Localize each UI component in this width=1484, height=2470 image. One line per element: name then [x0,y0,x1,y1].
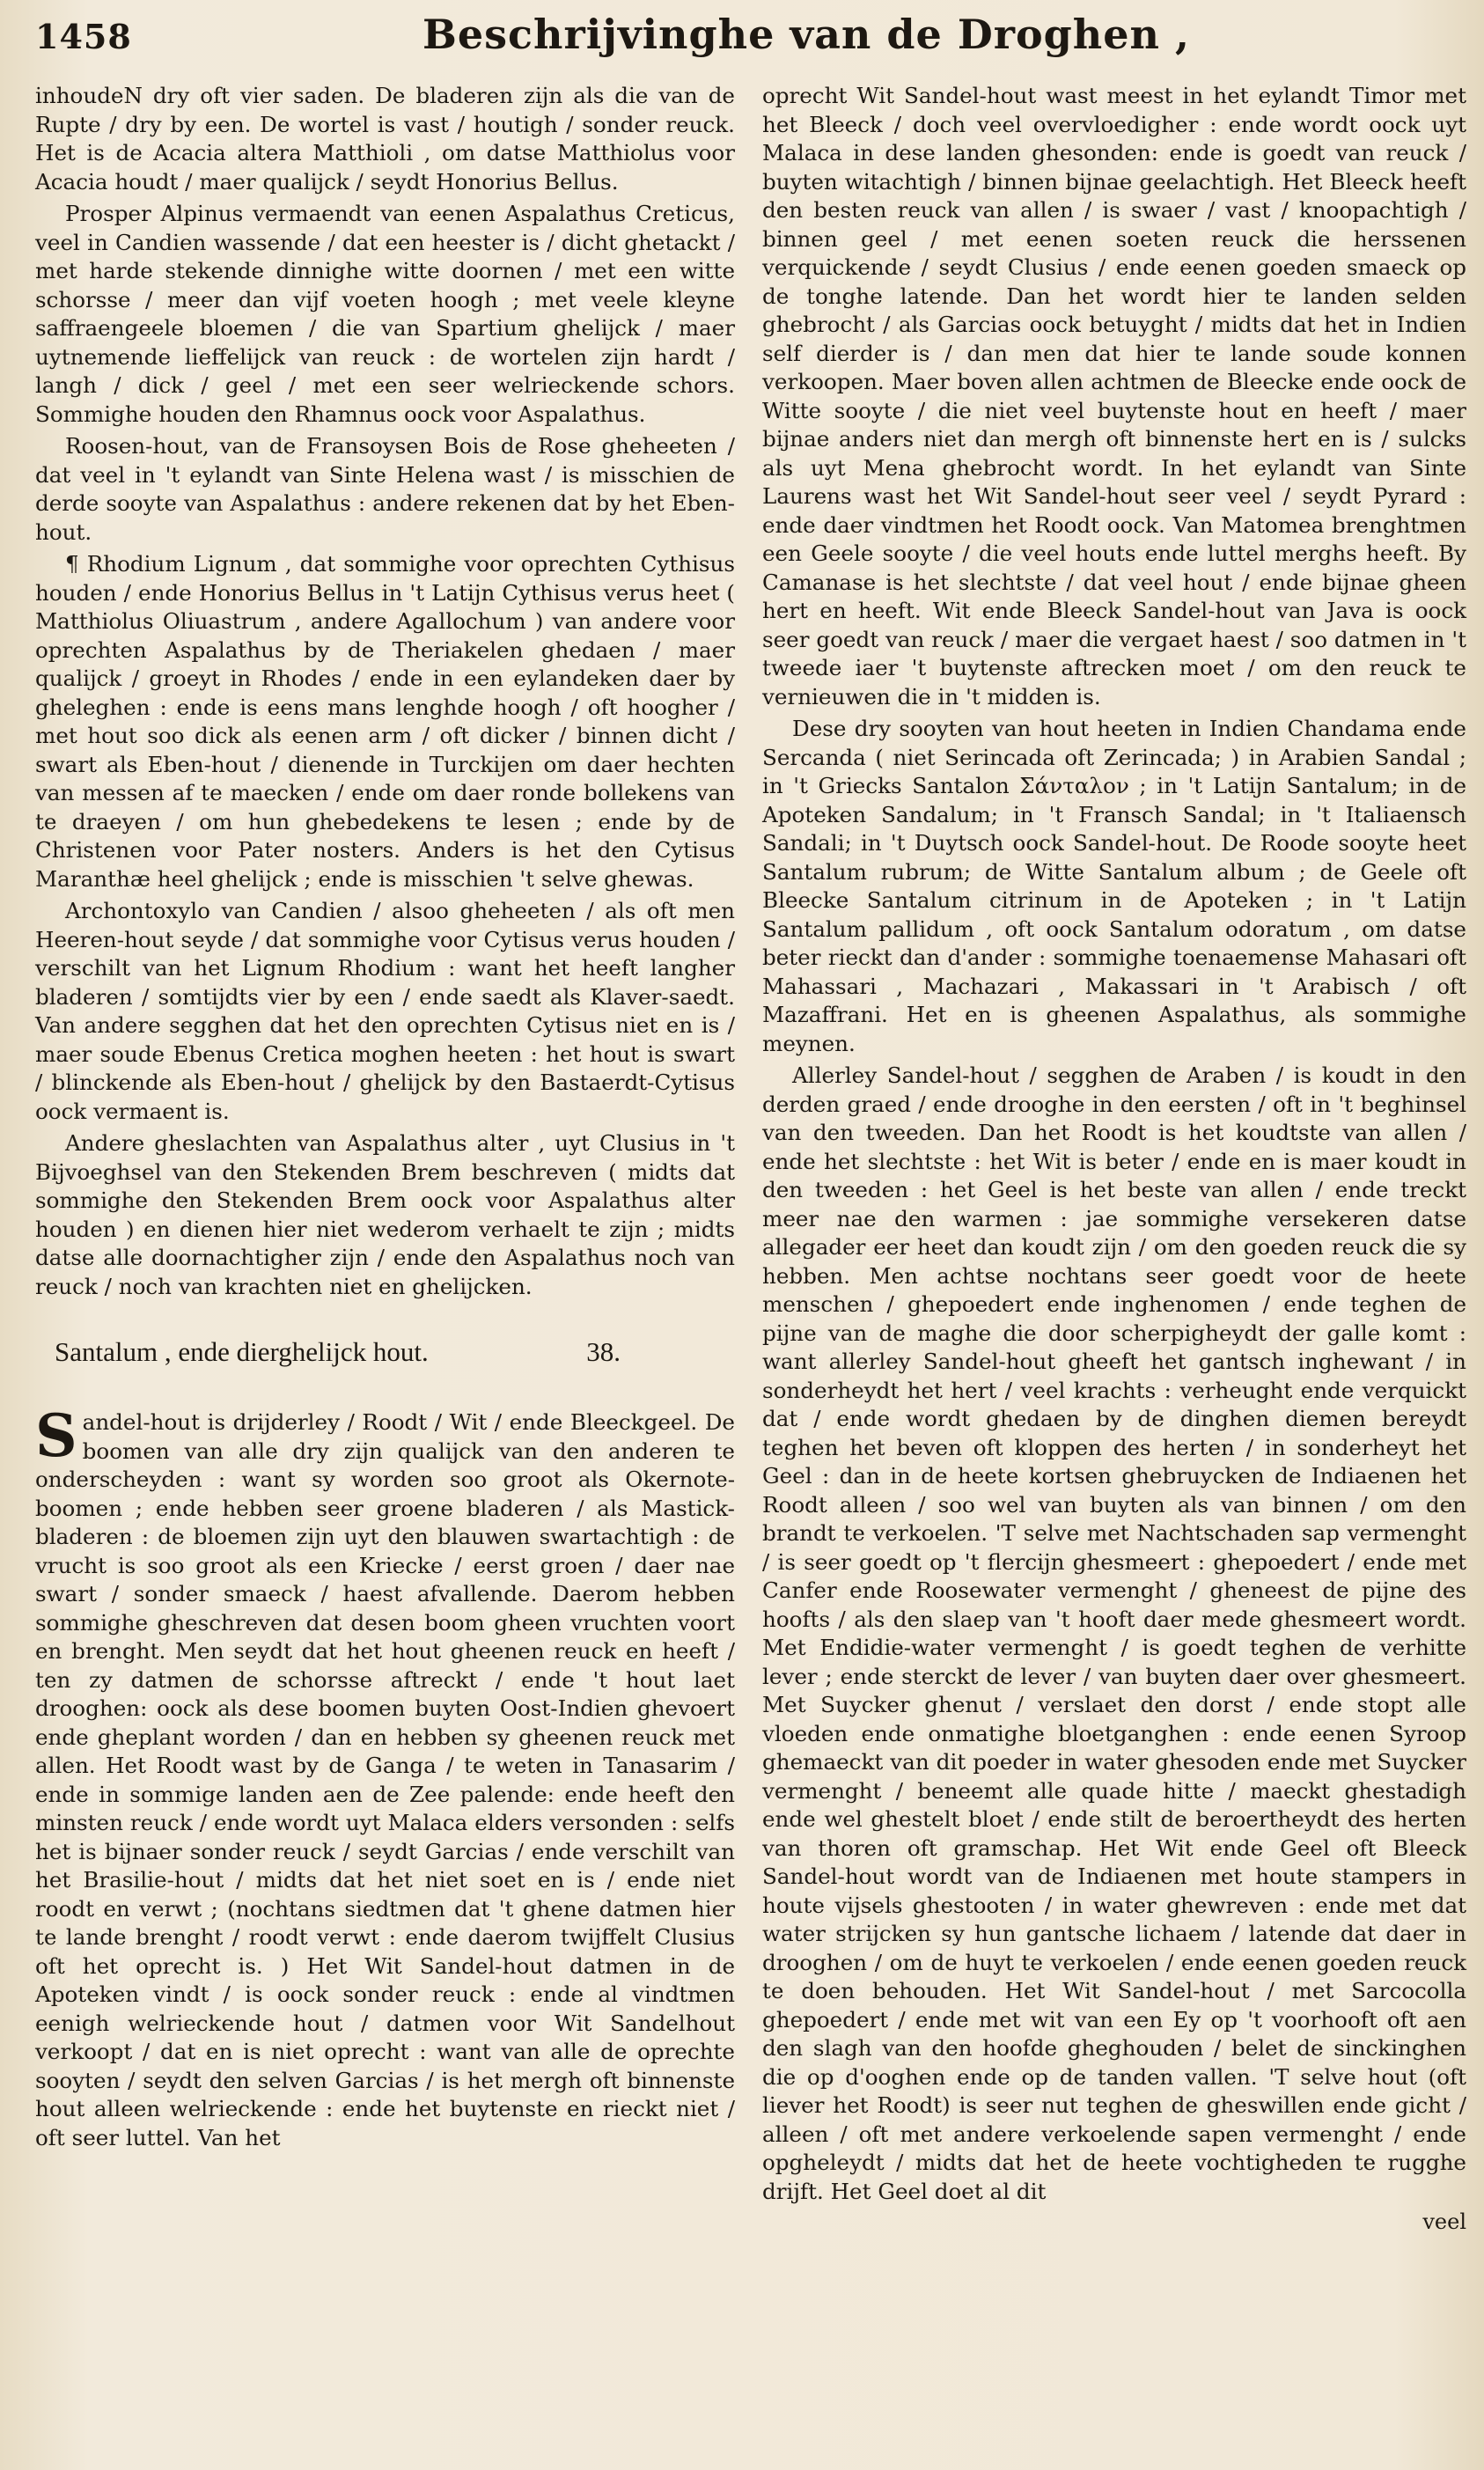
paragraph: Archontoxylo van Candien / alsoo gheheeten / als oft men Heeren-hout seyde / dat sommighe voor Cytisus verus houden / verschilt van het Lignum Rhodium : want het heeft langher bladeren / somtijdts vier by een / ende saedt als Klaver-saedt. Van andere segghen dat het den oprechten Cytisus niet en is / maer soude Ebenus Cretica moghen heeten : het hout is swart / blinckende als Eben-hout / ghelijck by den Bastaerdt-Cytisus oock vermaent is. [35,898,735,1124]
paragraph: Roosen-hout, van de Fransoysen Bois de Rose gheheeten / dat veel in 't eylandt van Sinte Helena wast / is misschien de derde sooyte van Aspalathus : andere rekenen dat by het Eben-hout. [35,433,735,545]
paragraph: Sandel-hout is drijderley / Roodt / Wit / ende Bleeckgeel. De boomen van alle dry zijn qualijck van den anderen te onderscheyden : want sy worden soo groot als Okernote-boomen ; ende hebben seer groene bladeren / als Mastick-bladeren : de bloemen zijn uyt den blauwen swartachtigh : de vrucht is soo groot als een Kriecke / eerst groen / daer nae swart / sonder smaeck / haest afvallende. Daerom hebben sommighe gheschreven dat desen boom gheen vruchten voort en brenght. Men seydt dat het hout gheenen reuck en heeft / ten zy datmen de schorsse aftreckt / ende 't hout laet drooghen: oock als dese boomen buyten Oost-Indien ghevoert ende gheplant worden / dan en hebben sy gheenen reuck met allen. Het Roodt wast by de Ganga / te weten in Tanasarim / ende in sommige landen aen de Zee palende: ende heeft den minsten reuck / ende wordt uyt Malaca elders versonden : selfs het is bijnaer sonder reuck / seydt Garcias / ende verschilt van het Brasilie-hout / midts dat het niet soet en is / ende niet roodt en verwt ; (nochtans siedtmen dat 't ghene datmen hier te lande brenght / roodt verwt : ende daerom twijffelt Clusius oft het oprecht is. ) Het Wit Sandel-hout datmen in de Apoteken vindt / is oock sonder reuck : ende al vindtmen eenigh welrieckende hout / datmen voor Wit Sandelhout verkoopt / dat en is niet oprecht : want van alle de oprechte sooyten / seydt den selven Garcias / is het mergh oft binnenste hout alleen welrieckende : ende het buytenste en rieckt niet / oft seer luttel. Van het [35,1401,735,2150]
paragraph: ¶ Rhodium Lignum , dat sommighe voor oprechten Cythisus houden / ende Honorius Bellus in 't Latijn Cythisus verus heet ( Matthiolus Oliuastrum , andere Agallochum ) van andere voor oprechten Aspalathus by de Theriakelen ghedaen / maer qualijck / groeyt in Rhodes / ende in een eylandeken daer by gheleghen : ende is eens mans lenghde hoogh / oft hoogher / met hout soo dick als eenen arm / oft dicker / binnen dicht / swart als Eben-hout / dienende in Turckijen om daer hechten van messen af te maecken / ende om daer ronde bollekens van te draeyen / om hun ghebedekens te lesen ; ende by de Christenen voor Pater nosters. Anders is het den Cytisus Maranthæ heel ghelijck ; ende is misschien 't selve ghewas. [35,551,735,892]
paragraph: inhoudeN dry oft vier saden. De bladeren zijn als die van de Rupte / dry by een. De wortel is vast / houtigh / sonder reuck. Het is de Acacia altera Matthioli , om datse Matthiolus voor Acacia houdt / maer qualijck / seydt Honorius Bellus. [35,83,735,195]
right-column [762,82,1466,2234]
section-number: 38. [586,1336,621,1367]
paragraph: Dese dry sooyten van hout heeten in Indien Chandama ende Sercanda ( niet Serincada oft Zerincada; ) in Arabien Sandal ; in 't Griecks Santalon Σάνταλον ; in 't Latijn Santalum; in de Apoteken Sandalum; in 't Fransch Sandal; in 't Italiaensch Sandali; in 't Duytsch oock Sandel-hout. De Roode sooyte heet Santalum rubrum; de Witte Santalum album ; de Geele oft Bleecke Santalum citrinum in de Apoteken ; in 't Latijn Santalum pallidum , oft oock Santalum odoratum , om datse beter rieckt dan d'ander : sommighe toenaemense Mahasari oft Mahassari , Machazari , Makassari in 't Arabisch / oft Mazaffrani. Het en is gheenen Aspalathus, als sommighe meynen. [762,716,1466,1056]
paragraph: Prosper Alpinus vermaendt van eenen Aspalathus Creticus, veel in Candien wassende / dat een heester is / dicht ghetackt / met harde stekende dinnighe witte doornen / met een witte schorsse / meer dan vijf voeten hoogh ; met veele kleyne saffraengeele bloemen / die van Spartium ghelijck / maer uytnemende lieffelijck van reuck : de wortelen zijn hardt / langh / dick / geel / met een seer welrieckende schors. Sommighe houden den Rhamnus oock voor Aspalathus. [35,201,735,427]
paragraph: oprecht Wit Sandel-hout wast meest in het eylandt Timor met het Bleeck / doch veel overvloedigher : ende wordt oock uyt Malaca in dese landen ghesonden: ende is goedt van reuck / buyten witachtigh / binnen bijnae geelachtigh. Het Bleeck heeft den besten reuck van allen / is swaer / vast / knoopachtigh / binnen geel / met eenen soeten reuck die herssenen verquickende / seydt Clusius / ende eenen goeden smaeck op de tonghe latende. Dan het wordt hier te landen selden ghebrocht / als Garcias oock betuyght / midts dat het in Indien self dierder is / dan men dat hier te lande soude konnen verkoopen. Maer boven allen achtmen de Bleecke ende oock de Witte sooyte / die niet veel buytenste hout en heeft / maer bijnae anders niet dan mergh oft binnenste hert en is / sulcks als uyt Mena ghebrocht wordt. In het eylandt van Sinte Laurens wast het Wit Sandel-hout seer veel / seydt Pyrard : ende daer vindtmen het Roodt oock. Van Matomea brenghtmen een Geele sooyte / die veel houts ende luttel merghs heeft. By Camanase is het slechtste / dat veel hout / ende bijnae gheen hert en heeft. Wit ende Bleeck Sandel-hout van Java is oock seer goedt van reuck / maer die vergaet haest / soo datmen in 't tweede iaer 't buytenste aftrecken moet / om den reuck te vernieuwen die in 't midden is. [762,83,1466,709]
catchword: veel [1422,2209,1466,2234]
text-columns [35,82,1466,2234]
running-title: Beschrijvinghe van de Droghen , [422,11,1190,58]
section-title: Santalum , ende dierghelijck hout. [55,1336,429,1367]
left-column [35,82,735,2234]
paragraph: Andere gheslachten van Aspalathus alter , uyt Clusius in 't Bijvoeghsel van den Stekenden Brem beschreven ( midts dat sommighe den Stekenden Brem oock voor Aspalathus alter houden ) en dienen hier niet wederom verhaelt te zijn ; midts datse alle doornachtigher zijn / ende den Aspalathus noch van reuck / noch van krachten niet en ghelijcken. [35,1130,735,1299]
page-number: 1458 [35,17,132,56]
paragraph: Allerley Sandel-hout / segghen de Araben / is koudt in den derden graed / ende drooghe in den eersten / oft in 't beghinsel van den tweeden. Dan het Roodt is het koudtste van allen / ende het slechtste : het Wit is beter / ende en is maer koudt in den tweeden : het Geel is het beste van allen / ende treckt meer nae den warmen : jae sommighe versekeren datse allegader eer heet dan koudt zijn / om den goeden reuck die sy hebben. Men achtse nochtans seer goedt voor de heete menschen / ghepoedert ende inghenomen / ende teghen de pijne van de maghe die door scherpigheydt der galle komt : want allerley Sandel-hout gheeft het gantsch inghewant / in sonderheydt het hert / veel krachts : verheught ende verquickt dat / ende wordt ghedaen by de dinghen diemen bereydt teghen het beven oft kloppen des herten / in sonderheyt het Geel : dan in de heete kortsen ghebruycken de Indiaenen het Roodt alleen / soo wel van buyten als van binnen / om den brandt te verkoelen. 'T selve met Nachtschaden sap vermenght / is seer goedt op 't flercijn ghesmeert : ghepoedert / ende met Canfer ende Roosewater vermenght / gheneest de pijne des hoofts / als den slaep van 't hooft daer mede ghesmeert wordt. Met Endidie-water vermenght / is goedt teghen de verhitte lever ; ende sterckt de lever / van buyten daer over ghesmeert. Met Suycker ghenut / verslaet den dorst / ende stopt alle vloeden ende onmatighe bloetganghen : ende eenen Syroop ghemaeckt van dit poeder in water ghesoden ende met Suycker vermenght / beneemt alle quade hitte / maeckt ghestadigh ende wel ghestelt bloet / ende stilt de beroertheydt des herten van thoren oft gramschap. Het Wit ende Geel oft Bleeck Sandel-hout wordt van de Indiaenen met houte stampers in houte vijsels ghestooten / in water ghewreven : ende met dat water strijcken sy hun gantsche lichaem / latende dat daer in drooghen / om de huyt te verkoelen / ende eenen goeden reuck te doen behouden. Het Wit Sandel-hout / met Sarcocolla ghepoedert / ende met wit van een Ey op 't voorhooft oft aen den slagh van den hoofde gheghouden / belet de sinckinghen die op d'ooghen ende op de tanden vallen. 'T selve hout (oft liever het Roodt) is seer nut teghen de gheswillen ende gicht / alleen / oft met andere verkoelende sapen vermenght / ende opgheleydt / midts dat het de heete vochtigheden te rugghe drijft. Het Geel doet al dit [762,1062,1466,2204]
page-header [35,11,1466,64]
section-heading [55,1336,621,1368]
